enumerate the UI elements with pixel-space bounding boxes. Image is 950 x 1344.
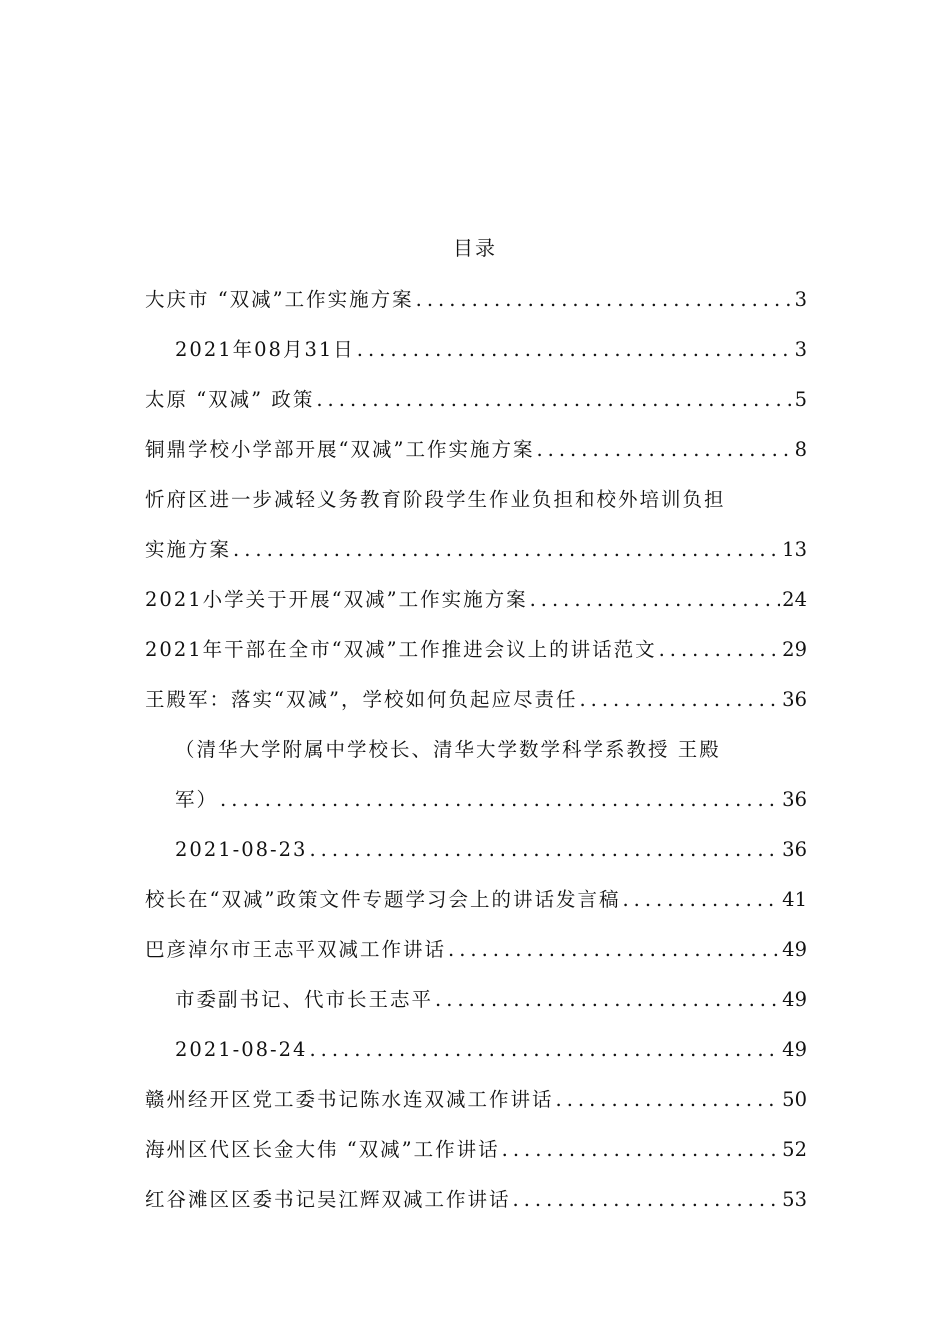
dot-leader: [357, 332, 793, 368]
toc-entry[interactable]: [145, 682, 807, 732]
dot-leader: [530, 582, 781, 618]
dot-leader: [622, 882, 780, 918]
toc-entry-page: 49: [782, 938, 807, 961]
dot-leader: [416, 282, 793, 318]
toc-entry-page: 3: [794, 338, 807, 361]
toc-entry-page: 36: [782, 688, 807, 711]
dot-leader: [220, 782, 780, 818]
dot-leader: [435, 982, 780, 1018]
dot-leader: [309, 1032, 780, 1068]
toc-entry-page: 29: [782, 638, 807, 661]
toc-entry-page: 53: [782, 1188, 807, 1211]
toc-entry-page: 5: [794, 388, 807, 411]
toc-entry-page: 36: [782, 788, 807, 811]
toc-entry-continuation[interactable]: [145, 532, 807, 582]
toc-entry[interactable]: [145, 882, 807, 932]
toc-entry-text: 2021-08-23: [175, 838, 308, 861]
toc-entry[interactable]: [145, 932, 807, 982]
toc-entry-page: 50: [782, 1088, 807, 1111]
toc-entry-text: 实施方案: [145, 538, 232, 561]
toc-entry-page: 41: [782, 888, 807, 911]
toc-entry-text: 巴彦淖尔市王志平双减工作讲话: [145, 938, 447, 961]
toc-entry-page: 3: [794, 288, 807, 311]
toc-entry-continuation[interactable]: [145, 782, 807, 832]
toc-entry-page: 8: [794, 438, 807, 461]
toc-entry[interactable]: [145, 432, 807, 482]
toc-entry-page: 49: [782, 988, 807, 1011]
toc-entry-first-line[interactable]: [145, 482, 807, 532]
toc-entry[interactable]: [145, 1182, 807, 1232]
toc-entry[interactable]: [145, 832, 807, 882]
dot-leader: [309, 832, 780, 868]
toc-entry-text: 2021-08-24: [175, 1038, 308, 1061]
toc-entry-text: 大庆市 “双减”工作实施方案: [145, 288, 414, 311]
toc-entry-page: 52: [782, 1138, 807, 1161]
dot-leader: [556, 1082, 781, 1118]
toc-entry-page: 49: [782, 1038, 807, 1061]
toc-entry-first-line[interactable]: [145, 732, 807, 782]
dot-leader: [513, 1182, 781, 1218]
toc-entry-text: 市委副书记、代市长王志平: [175, 988, 434, 1011]
dot-leader: [316, 382, 792, 418]
dot-leader: [579, 682, 780, 718]
toc-entry-text: 校长在“双减”政策文件专题学习会上的讲话发言稿: [145, 888, 621, 911]
toc-entry-text: 2021年干部在全市“双减”工作推进会议上的讲话范文: [145, 638, 657, 661]
toc-entry[interactable]: [145, 1132, 807, 1182]
toc-entry-text: 红谷滩区区委书记吴江辉双减工作讲话: [145, 1188, 511, 1211]
toc-entry-text: 忻府区进一步减轻义务教育阶段学生作业负担和校外培训负担: [145, 488, 726, 511]
dot-leader: [233, 532, 780, 568]
toc-entry[interactable]: [145, 582, 807, 632]
toc-entry-page: 13: [782, 538, 807, 561]
toc-entry[interactable]: [145, 1082, 807, 1132]
toc-entry[interactable]: [145, 632, 807, 682]
dot-leader: [448, 932, 780, 968]
toc-entry-text: 2021年08月31日: [175, 338, 355, 361]
toc-entry-text: 2021小学关于开展“双减”工作实施方案: [145, 588, 528, 611]
toc-entry[interactable]: [145, 1032, 807, 1082]
dot-leader: [502, 1132, 781, 1168]
toc-entry-text: 军）: [175, 788, 219, 811]
table-of-contents: [145, 282, 807, 1232]
toc-entry-text: 太原 “双减” 政策: [145, 388, 315, 411]
toc-entry[interactable]: [145, 282, 807, 332]
toc-entry-text: 王殿军：落实“双减”，学校如何负起应尽责任: [145, 688, 578, 711]
toc-title: 目录: [453, 236, 497, 260]
toc-entry-page: 36: [782, 838, 807, 861]
toc-entry-text: （清华大学附属中学校长、清华大学数学科学系教授 王殿: [175, 738, 721, 761]
toc-entry[interactable]: [145, 382, 807, 432]
toc-entry-text: 海州区代区长金大伟 “双减”工作讲话: [145, 1138, 500, 1161]
toc-entry-text: 赣州经开区党工委书记陈水连双减工作讲话: [145, 1088, 554, 1111]
dot-leader: [536, 432, 792, 468]
dot-leader: [659, 632, 781, 668]
toc-entry[interactable]: [145, 982, 807, 1032]
toc-entry-text: 铜鼎学校小学部开展“双减”工作实施方案: [145, 438, 535, 461]
toc-entry[interactable]: [145, 332, 807, 382]
toc-entry-page: 24: [782, 588, 807, 611]
